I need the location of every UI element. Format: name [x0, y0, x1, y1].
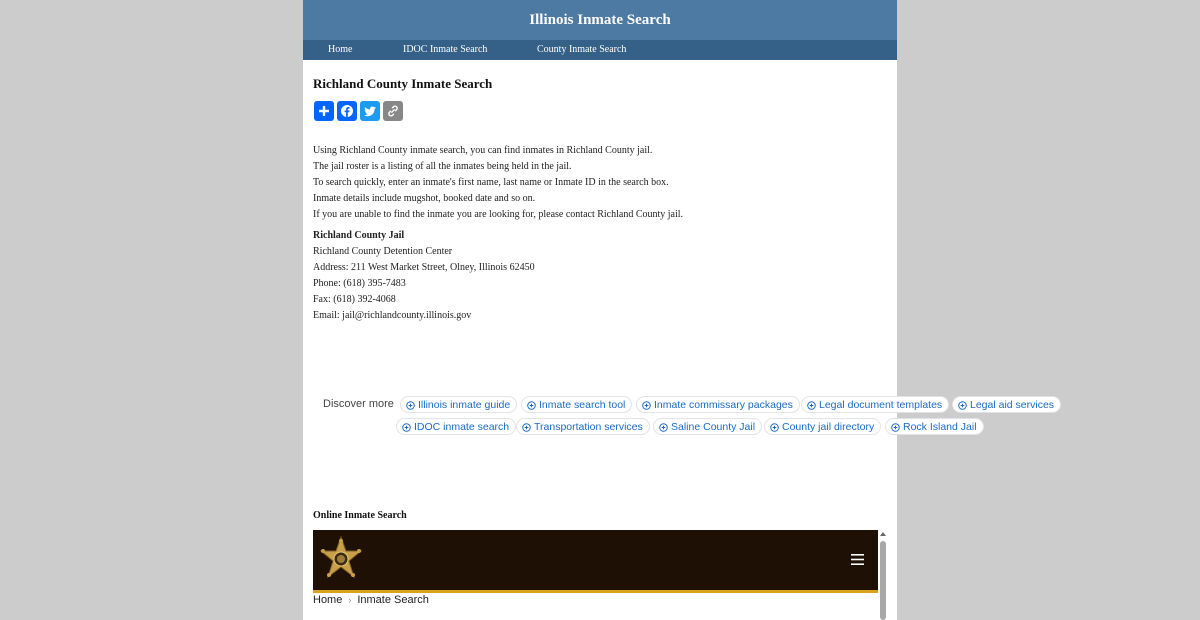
discover-chip[interactable]: Legal aid services: [952, 396, 1061, 413]
site-title[interactable]: Illinois Inmate Search: [529, 12, 671, 28]
discover-chip[interactable]: IDOC inmate search: [396, 418, 516, 435]
site-header: [303, 0, 897, 40]
intro-line: The jail roster is a listing of all the inmates being held in the jail.: [313, 161, 572, 172]
chip-add-icon: [527, 401, 536, 410]
embedded-search-frame: [313, 530, 887, 620]
discover-more-label: Discover more: [323, 398, 394, 410]
embed-breadcrumb: [313, 593, 429, 607]
copy-link-button[interactable]: [383, 101, 403, 121]
nav-bar: [303, 40, 897, 60]
jail-fax: Fax: (618) 392-4068: [313, 294, 396, 305]
facebook-share-button[interactable]: [337, 101, 357, 121]
twitter-share-button[interactable]: [360, 101, 380, 121]
page-title: Richland County Inmate Search: [313, 76, 493, 91]
chip-add-icon: [770, 423, 779, 432]
chip-add-icon: [659, 423, 668, 432]
jail-address: Address: 211 West Market Street, Olney, Illinois 62450: [313, 262, 535, 273]
discover-chip[interactable]: Legal document templates: [801, 396, 949, 413]
add-share-icon: [317, 104, 331, 118]
chip-add-icon: [522, 423, 531, 432]
discover-chip[interactable]: Transportation services: [516, 418, 650, 435]
nav-home[interactable]: Home: [328, 44, 353, 55]
discover-chip[interactable]: Saline County Jail: [653, 418, 762, 435]
jail-name: Richland County Jail: [313, 230, 405, 241]
chip-add-icon: [642, 401, 651, 410]
scroll-up-arrow-icon[interactable]: [880, 532, 886, 536]
breadcrumb-separator: ›: [348, 595, 352, 605]
add-share-button[interactable]: [314, 101, 334, 121]
nav-county-inmate-search[interactable]: County Inmate Search: [537, 44, 627, 55]
chip-add-icon: [406, 401, 415, 410]
chip-add-icon: [891, 423, 900, 432]
discover-chip[interactable]: Rock Island Jail: [885, 418, 984, 435]
intro-line: Inmate details include mugshot, booked date and so on.: [313, 193, 536, 204]
page: [303, 0, 897, 620]
share-bar: [314, 101, 403, 121]
jail-phone: Phone: (618) 395-7483: [313, 278, 406, 289]
twitter-icon: [363, 104, 377, 118]
embed-scrollbar[interactable]: [879, 530, 887, 620]
jail-facility: Richland County Detention Center: [313, 246, 453, 257]
jail-contact: [313, 228, 535, 324]
embed-header: [313, 530, 878, 593]
discover-chip[interactable]: Inmate search tool: [521, 396, 632, 413]
facebook-icon: [340, 104, 354, 118]
nav-idoc-inmate-search[interactable]: IDOC Inmate Search: [403, 44, 488, 55]
sheriff-star-badge: [319, 535, 363, 588]
embed-breadcrumb-current: Inmate Search: [357, 594, 429, 606]
scroll-thumb[interactable]: [880, 541, 886, 620]
chip-add-icon: [807, 401, 816, 410]
sheriff-star-icon: [319, 535, 363, 583]
online-search-title: Online Inmate Search: [313, 510, 407, 521]
intro-text: [313, 143, 683, 223]
discover-chip[interactable]: Inmate commissary packages: [636, 396, 800, 413]
intro-line: If you are unable to find the inmate you are looking for, please contact Richland County jail.: [313, 209, 684, 220]
discover-chip[interactable]: Illinois inmate guide: [400, 396, 517, 413]
embed-breadcrumb-home[interactable]: Home: [313, 594, 343, 606]
discover-chip[interactable]: County jail directory: [764, 418, 881, 435]
hamburger-menu-icon[interactable]: [851, 552, 864, 563]
chip-add-icon: [958, 401, 967, 410]
intro-line: To search quickly, enter an inmate's first name, last name or Inmate ID in the search box.: [313, 177, 669, 188]
chip-add-icon: [402, 423, 411, 432]
intro-line: Using Richland County inmate search, you can find inmates in Richland County jail.: [313, 145, 653, 156]
jail-email: Email: jail@richlandcounty.illinois.gov: [313, 310, 472, 321]
copy-link-icon: [386, 104, 400, 118]
